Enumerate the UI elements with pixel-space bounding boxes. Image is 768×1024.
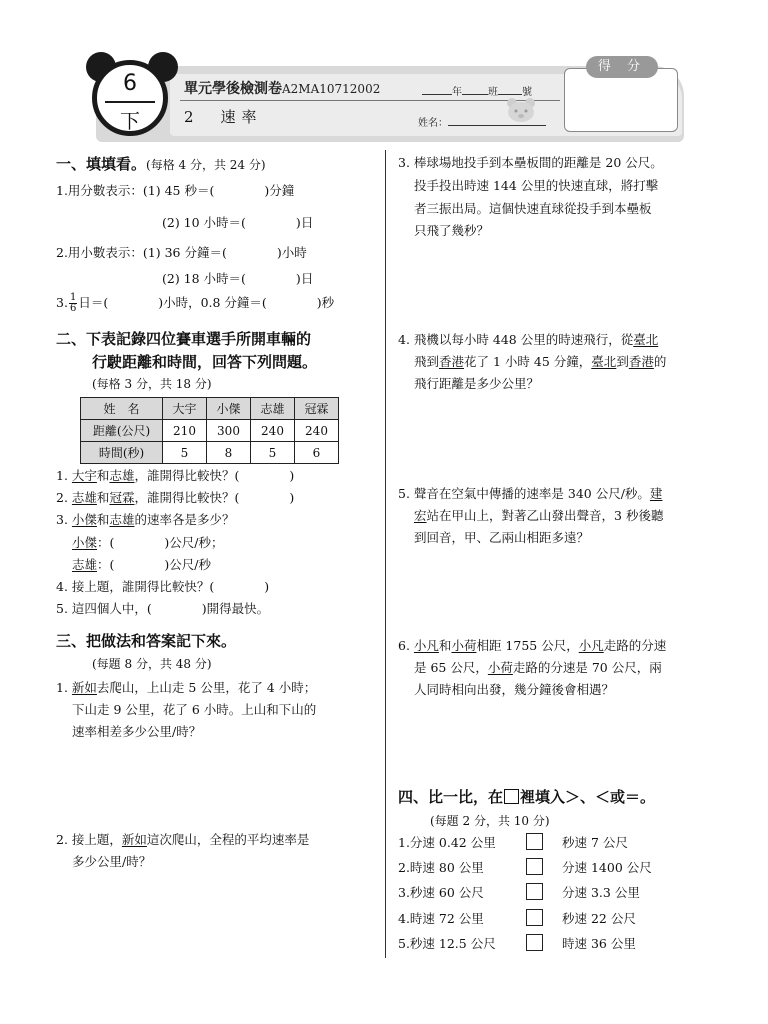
- qnum: 6.: [398, 638, 414, 653]
- header-title: [184, 78, 380, 98]
- s3-q4-line1: [398, 330, 658, 350]
- year-blank[interactable]: [422, 85, 452, 95]
- section-4-note: (每題 2 分，共 10 分): [430, 814, 550, 828]
- name-xiaofan: 小凡: [413, 638, 439, 653]
- conj: 和: [96, 468, 110, 483]
- s1-q2-part1: 2.用小數表示：(1) 36 分鐘＝( )小時: [56, 245, 307, 260]
- s3-q3-line4: 只飛了幾秒？: [414, 223, 490, 238]
- compare-answer-box[interactable]: [526, 909, 543, 926]
- s3-q6-line2: [414, 658, 662, 678]
- s3-q4-text: 4. 飛機以每小時 448 公里的時速飛行，從: [398, 332, 634, 347]
- section-3-note: (每題 8 分，共 48 分): [92, 657, 212, 671]
- section-4-title-pre: 四、比一比，在: [398, 788, 504, 806]
- s1-q3-text: 日＝( )小時，0.8 分鐘＝( )秒: [78, 295, 335, 310]
- text: 的: [653, 354, 667, 369]
- bear-icon: [504, 96, 538, 122]
- s2-q2-text: ，誰開得比較快？( ): [134, 490, 295, 505]
- s3-q5-text: 5. 聲音在空氣中傳播的速率是 340 公尺/秒。: [398, 486, 650, 501]
- table-cell: 240: [295, 420, 339, 442]
- compare-right: 分速 1400 公尺: [562, 860, 652, 875]
- text: 是 65 公尺，: [414, 660, 488, 675]
- s1-q3: [56, 292, 334, 314]
- table-header-cell: 小傑: [207, 398, 251, 420]
- text: 相距 1755 公尺，: [476, 638, 579, 653]
- name-dayu: 大宇: [71, 468, 97, 483]
- s3-q5-line1: [398, 484, 662, 504]
- compare-left: 4.時速 72 公里: [398, 911, 484, 926]
- compare-left: 1.分速 0.42 公里: [398, 835, 496, 850]
- answer-line: ：( )公尺/秒；: [97, 535, 224, 550]
- table-header-cell: 冠霖: [295, 398, 339, 420]
- s2-q2: 2. 志雄和冠霖，誰開得比較快？( ): [56, 490, 295, 505]
- section-1-note: (每格 4 分，共 24 分): [146, 158, 266, 172]
- compare-right: 分速 3.3 公里: [562, 885, 640, 900]
- section-1-heading: [56, 153, 266, 174]
- place-hongkong: 香港: [628, 354, 654, 369]
- compare-left: 3.秒速 60 公尺: [398, 885, 484, 900]
- class-blank[interactable]: [462, 85, 488, 95]
- compare-right: 時速 36 公里: [562, 936, 636, 951]
- s2-q3-text: 的速率各是多少？: [134, 512, 235, 527]
- grade-divider: [105, 101, 155, 103]
- section-2-title-line2: 行駛距離和時間，回答下列問題。: [92, 353, 318, 371]
- compare-answer-box[interactable]: [526, 833, 543, 850]
- s3-q1-line2: 下山走 9 公里，花了 6 小時。上山和下山的: [72, 702, 317, 717]
- name-xiaofan: 小凡: [578, 638, 604, 653]
- table-cell: 6: [295, 442, 339, 464]
- s2-q3: 3. 小傑和志雄的速率各是多少？: [56, 512, 235, 527]
- s1-q1-part2: (2) 10 小時＝( )日: [162, 215, 314, 230]
- unit-title: 2 速率: [184, 108, 263, 126]
- s2-q3-answer-a: [72, 533, 223, 553]
- empty-box-icon: [504, 789, 519, 804]
- s2-q1-text: ，誰開得比較快？( ): [134, 468, 295, 483]
- table-header-cell: 大宇: [163, 398, 207, 420]
- compare-answer-box[interactable]: [526, 858, 543, 875]
- s3-q3-line2: 投手投出時速 144 公里的快速直球，將打擊: [414, 178, 659, 193]
- fraction-one-sixth: [69, 293, 77, 314]
- compare-left: 2.時速 80 公里: [398, 860, 484, 875]
- name-jian: 建: [649, 486, 663, 501]
- qnum: 2. 接上題，: [56, 832, 122, 847]
- s3-q1-text: 去爬山，上山走 5 公里，花了 4 小時；: [96, 680, 317, 695]
- section-2-note: (每格 3 分，共 18 分): [92, 377, 212, 391]
- name-zhixiong: 志雄: [109, 512, 135, 527]
- number-blank[interactable]: [498, 85, 522, 95]
- name-xiaohe: 小荷: [487, 660, 513, 675]
- section-4-title-post: 裡填入＞、＜或＝。: [520, 788, 656, 806]
- s3-q5-line3: 到回音，甲、乙兩山相距多遠？: [414, 530, 590, 545]
- paper-code: A2MA10712002: [282, 82, 381, 96]
- s1-q3-number: 3.: [56, 295, 68, 310]
- series-title: 單元學後檢測卷: [184, 81, 282, 97]
- s3-q5-line2: [414, 506, 663, 526]
- s2-q5: 5. 這四個人中，( )開得最快。: [56, 601, 270, 616]
- score-label: 得 分: [586, 56, 658, 78]
- name-label: 姓名：: [418, 118, 448, 129]
- name-xiaojie: 小傑: [71, 512, 97, 527]
- section-4-title: [398, 786, 655, 807]
- text: 走路的分速是 70 公尺，兩: [512, 660, 662, 675]
- table-header-cell: 姓 名: [81, 398, 163, 420]
- text: 飛到: [414, 354, 440, 369]
- s3-q5-text: 站在甲山上，對著乙山發出聲音，3 秒後聽: [426, 508, 664, 523]
- s2-q3-answer-b: [72, 555, 211, 575]
- section-2-title-line1: 二、下表記錄四位賽車選手所開車輛的: [56, 330, 312, 348]
- name-zhixiong: 志雄: [71, 490, 97, 505]
- place-taipei: 臺北: [591, 354, 617, 369]
- compare-answer-box[interactable]: [526, 934, 543, 951]
- table-cell: 240: [251, 420, 295, 442]
- s3-q6-line1: [398, 636, 666, 656]
- year-label: 年: [452, 87, 462, 98]
- number-label: 號: [522, 87, 532, 98]
- s3-q4-line3: 飛行距離是多少公里？: [414, 376, 540, 391]
- s3-q3-line3: 者三振出局。這個快速直球從投手到本壘板: [414, 201, 652, 216]
- fraction-denominator: 6: [69, 303, 77, 314]
- s3-q6-line3: 人同時相向出發，幾分鐘後會相遇？: [414, 682, 615, 697]
- s3-q2-text: 這次爬山，全程的平均速率是: [146, 832, 310, 847]
- s3-q3-line1: 3. 棒球場地投手到本壘板間的距離是 20 公尺。: [398, 155, 663, 170]
- s1-q2-part2: (2) 18 小時＝( )日: [162, 271, 314, 286]
- table-cell: 5: [163, 442, 207, 464]
- table-row-label: 距離(公尺): [81, 420, 163, 442]
- name-hong: 宏: [414, 508, 427, 523]
- table-row: [81, 442, 339, 464]
- name-xinru: 新如: [71, 680, 97, 695]
- s2-q1: 1. 大宇和志雄，誰開得比較快？( ): [56, 468, 295, 483]
- text: 花了 1 小時 45 分鐘，: [464, 354, 592, 369]
- table-cell: 5: [251, 442, 295, 464]
- name-xiaohe: 小荷: [451, 638, 477, 653]
- text: 走路的分速: [603, 638, 667, 653]
- s3-q2-line2: 多少公里/時？: [72, 854, 152, 869]
- table-cell: 8: [207, 442, 251, 464]
- s3-q1-line1: [56, 678, 316, 698]
- qnum: 1.: [56, 680, 72, 695]
- s3-q2-line1: [56, 830, 309, 850]
- compare-left: 5.秒速 12.5 公尺: [398, 936, 496, 951]
- table-cell: 210: [163, 420, 207, 442]
- class-label: 班: [488, 87, 498, 98]
- text: 到: [616, 354, 629, 369]
- grade-badge: [92, 60, 168, 136]
- name-guanlin: 冠霖: [109, 490, 135, 505]
- s3-q1-line3: 速率相差多少公里/時？: [72, 724, 202, 739]
- section-1-title: 一、填填看。: [56, 155, 147, 173]
- compare-right: 秒速 22 公尺: [562, 911, 636, 926]
- conj: 和: [438, 638, 452, 653]
- s1-q1-part1: 1.用分數表示：(1) 45 秒＝( )分鐘: [56, 183, 295, 198]
- place-hongkong: 香港: [439, 354, 465, 369]
- grade-number: 6: [123, 71, 137, 96]
- name-zhixiong: 志雄: [109, 468, 135, 483]
- s3-q4-line2: [414, 352, 666, 372]
- race-table: [80, 397, 339, 464]
- table-header-cell: 志雄: [251, 398, 295, 420]
- compare-answer-box[interactable]: [526, 883, 543, 900]
- table-header-row: [81, 398, 339, 420]
- header-rule: [180, 100, 560, 101]
- name-xiaojie: 小傑: [72, 535, 98, 550]
- section-3-title: 三、把做法和答案記下來。: [56, 632, 237, 650]
- table-row: [81, 420, 339, 442]
- place-taipei: 臺北: [633, 332, 659, 347]
- name-zhixiong: 志雄: [72, 557, 98, 572]
- name-xinru: 新如: [121, 832, 147, 847]
- table-row-label: 時間(秒): [81, 442, 163, 464]
- s2-q4: 4. 接上題，誰開得比較快？( ): [56, 579, 270, 594]
- grade-term: 下: [120, 109, 140, 133]
- table-cell: 300: [207, 420, 251, 442]
- fraction-numerator: 1: [69, 292, 77, 303]
- compare-right: 秒速 7 公尺: [562, 835, 628, 850]
- conj: 和: [96, 512, 110, 527]
- column-divider: [385, 150, 386, 958]
- conj: 和: [96, 490, 110, 505]
- answer-line: ：( )公尺/秒: [97, 557, 211, 572]
